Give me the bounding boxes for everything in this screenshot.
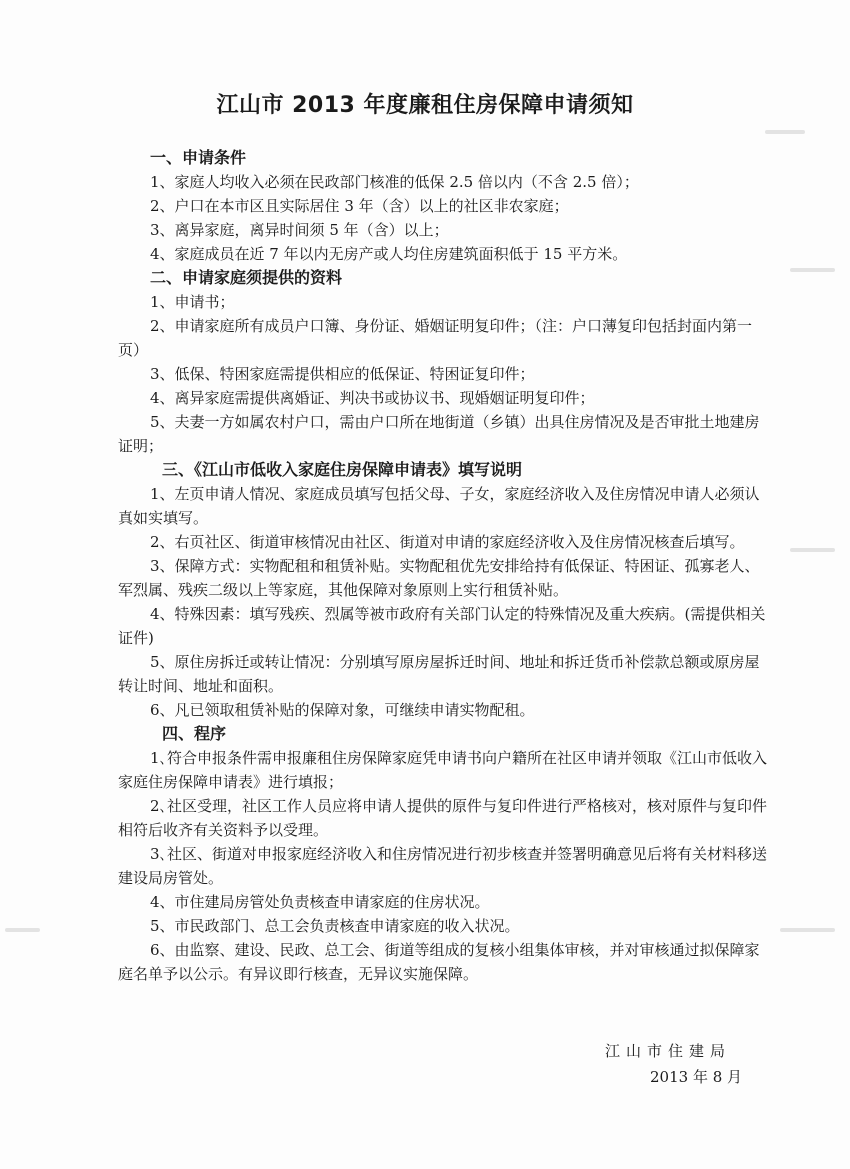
list-item: 4、家庭成员在近 7 年以内无房产或人均住房建筑面积低于 15 平方米。 [150, 245, 628, 263]
list-item: 3､社区、街道对申报家庭经济收入和住房情况进行初步核查并签署明确意见后将有关材料移送建设局房管处。 [118, 845, 768, 887]
list-item: 3、低保、特困家庭需提供相应的低保证、特困证复印件； [150, 365, 535, 383]
document-body [118, 146, 773, 986]
section-heading: 三、《江山市低收入家庭住房保障申请表》填写说明 [162, 460, 523, 479]
scan-mark [790, 548, 835, 552]
list-item: 2、右页社区、街道审核情况由社区、街道对申请的家庭经济收入及住房情况核查后填写。 [150, 533, 745, 551]
signature-org: 江山市住建局 [605, 1042, 732, 1060]
list-item: 1、申请书； [150, 293, 235, 311]
list-item: 4、特殊因素：填写残疾、烈属等被市政府有关部门认定的特殊情况及重大疾病。(需提供相关证件) [118, 605, 766, 647]
list-item: 5、市民政部门、总工会负责核查申请家庭的收入状况。 [150, 917, 520, 935]
list-item: 4、离异家庭需提供离婚证、判决书或协议书、现婚姻证明复印件； [150, 389, 595, 407]
list-item: 2､社区受理，社区工作人员应将申请人提供的原件与复印件进行严格核对，核对原件与复印件相符后收齐有关资料予以受理。 [118, 797, 768, 839]
section-heading: 二、申请家庭须提供的资料 [150, 268, 343, 287]
list-item: 2、户口在本市区且实际居住 3 年（含）以上的社区非农家庭； [150, 197, 569, 215]
list-item: 1、家庭人均收入必须在民政部门核准的低保 2.5 倍以内（不含 2.5 倍）； [150, 173, 639, 191]
list-item: 6、由监察、建设、民政、总工会、街道等组成的复核小组集体审核，并对审核通过拟保障家庭名单予以公示。有异议即行核查，无异议实施保障。 [118, 941, 760, 983]
section-heading: 四、程序 [162, 724, 227, 743]
list-item: 6、凡已领取租赁补贴的保障对象，可继续申请实物配租。 [150, 701, 535, 719]
list-item: 5、原住房拆迁或转让情况：分别填写原房屋拆迁时间、地址和拆迁货币补偿款总额或原房屋转让时间、地址和面积。 [118, 653, 760, 695]
scan-mark [790, 268, 835, 272]
list-item: 1､符合申报条件需申报廉租住房保障家庭凭申请书向户籍所在社区申请并领取《江山市低收入家庭住房保障申请表》进行填报； [118, 749, 768, 791]
list-item: 5、夫妻一方如属农村户口，需由户口所在地街道（乡镇）出具住房情况及是否审批土地建房证明； [118, 413, 760, 455]
document-title: 江山市 2013 年度廉租住房保障申请须知 [216, 93, 634, 118]
scan-mark [765, 130, 805, 134]
list-item: 3、离异家庭，离异时间须 5 年（含）以上； [150, 221, 449, 239]
list-item: 2、申请家庭所有成员户口簿、身份证、婚姻证明复印件；（注：户口薄复印包括封面内第一页） [118, 317, 753, 359]
scan-mark [780, 928, 835, 932]
list-item: 4、市住建局房管处负责核查申请家庭的住房状况。 [150, 893, 490, 911]
list-item: 1、左页申请人情况、家庭成员填写包括父母、子女，家庭经济收入及住房情况申请人必须认真如实填写。 [118, 485, 760, 527]
signature-date: 2013 年 8 月 [650, 1068, 743, 1086]
list-item: 3、保障方式：实物配租和租赁补贴。实物配租优先安排给持有低保证、特困证、孤寡老人、军烈属、残疾二级以上等家庭，其他保障对象原则上实行租赁补贴。 [118, 557, 760, 599]
scan-mark [5, 928, 40, 932]
section-heading: 一、申请条件 [150, 148, 247, 167]
